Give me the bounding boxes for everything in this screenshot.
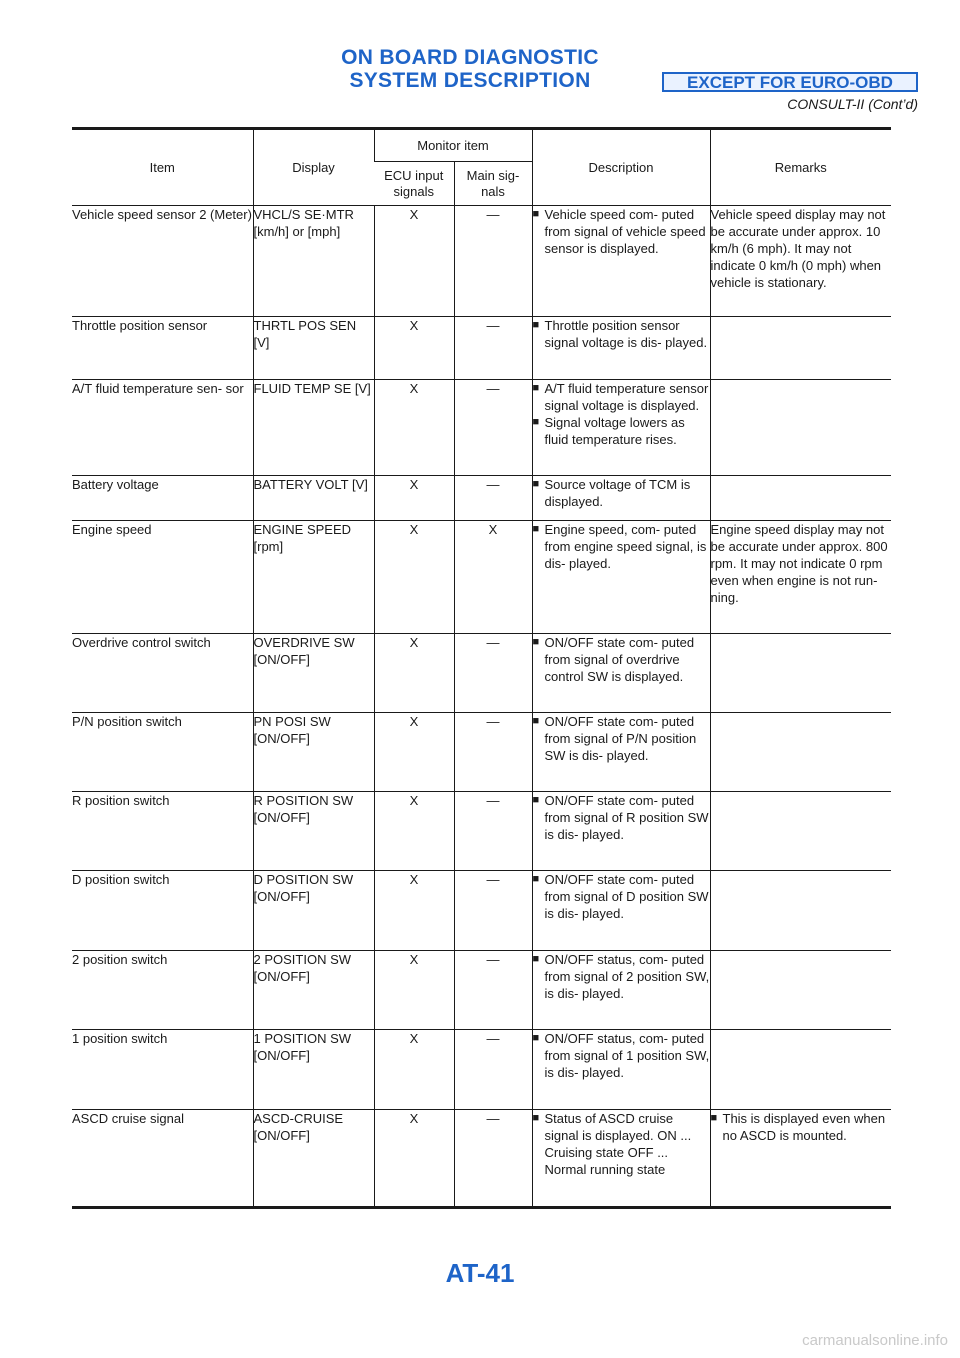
cell-display: ENGINE SPEED [rpm] bbox=[253, 521, 374, 634]
cell-display: 1 POSITION SW [ON/OFF] bbox=[253, 1030, 374, 1110]
section-tag: EXCEPT FOR EURO-OBD bbox=[662, 72, 918, 92]
description-text: Vehicle speed com- puted from signal of vehicle speed sensor is displayed. bbox=[544, 207, 706, 256]
cell-remarks bbox=[710, 380, 891, 476]
cell-remarks bbox=[710, 317, 891, 380]
bullet-icon: ■ bbox=[532, 715, 540, 727]
table-row bbox=[72, 521, 891, 634]
cell-ecu-input: X bbox=[374, 713, 454, 792]
description-bullet bbox=[533, 206, 710, 257]
remarks-text: Engine speed display may not be accurate under approx. 800 rpm. It may not indicate 0 rpm even when engine is not run- ning. bbox=[710, 522, 888, 605]
bullet-icon: ■ bbox=[532, 1032, 540, 1044]
cell-main-signal: — bbox=[454, 476, 532, 521]
cell-remarks bbox=[710, 634, 891, 713]
bullet-icon: ■ bbox=[710, 1112, 718, 1124]
cell-ecu-input: X bbox=[374, 206, 454, 317]
cell-display: R POSITION SW [ON/OFF] bbox=[253, 792, 374, 871]
table-row bbox=[72, 713, 891, 792]
remarks-bullet-text: This is displayed even when no ASCD is mounted. bbox=[722, 1111, 886, 1143]
description-text: ON/OFF state com- puted from signal of R position SW is dis- played. bbox=[544, 793, 709, 842]
cell-remarks bbox=[710, 951, 891, 1030]
description-bullet bbox=[533, 713, 710, 764]
description-text: ON/OFF status, com- puted from signal of 2 position SW, is dis- played. bbox=[544, 952, 710, 1001]
table-row bbox=[72, 206, 891, 317]
description-bullet bbox=[533, 951, 710, 1002]
table-row bbox=[72, 380, 891, 476]
cell-item: P/N position switch bbox=[72, 713, 253, 792]
cell-main-signal: — bbox=[454, 1110, 532, 1208]
header-description: Description bbox=[532, 129, 710, 206]
description-bullet bbox=[533, 414, 710, 448]
cell-main-signal: X bbox=[454, 521, 532, 634]
description-bullet bbox=[533, 476, 710, 510]
cell-description bbox=[532, 634, 710, 713]
description-text: Source voltage of TCM is displayed. bbox=[544, 477, 691, 509]
description-bullet bbox=[533, 871, 710, 922]
bullet-icon: ■ bbox=[532, 636, 540, 648]
cell-remarks bbox=[710, 871, 891, 951]
cell-item: R position switch bbox=[72, 792, 253, 871]
table-row bbox=[72, 476, 891, 521]
cell-description bbox=[532, 792, 710, 871]
cell-item: Battery voltage bbox=[72, 476, 253, 521]
bullet-icon: ■ bbox=[532, 382, 540, 394]
bullet-icon: ■ bbox=[532, 208, 540, 220]
cell-item: Throttle position sensor bbox=[72, 317, 253, 380]
table-row bbox=[72, 792, 891, 871]
cell-display: VHCL/S SE·MTR [km/h] or [mph] bbox=[253, 206, 374, 317]
header-ecu-input-signals: ECU input signals bbox=[374, 162, 454, 206]
cell-remarks bbox=[710, 476, 891, 521]
description-bullet bbox=[533, 1110, 710, 1178]
bullet-icon: ■ bbox=[532, 794, 540, 806]
cell-description bbox=[532, 380, 710, 476]
table-row bbox=[72, 951, 891, 1030]
cell-item: Vehicle speed sensor 2 (Meter) bbox=[72, 206, 253, 317]
remarks-text: Vehicle speed display may not be accurate under approx. 10 km/h (6 mph). It may not indicate 0 km/h (0 mph) when vehicle is stationary. bbox=[710, 207, 886, 290]
description-text: ON/OFF state com- puted from signal of P/N position SW is dis- played. bbox=[544, 714, 697, 763]
cell-description bbox=[532, 476, 710, 521]
header-monitor-item: Monitor item bbox=[374, 129, 532, 162]
cell-description bbox=[532, 871, 710, 951]
description-text: Engine speed, com- puted from engine speed signal, is dis- played. bbox=[544, 522, 707, 571]
bullet-icon: ■ bbox=[532, 953, 540, 965]
cell-remarks bbox=[710, 521, 891, 634]
cell-item: Overdrive control switch bbox=[72, 634, 253, 713]
cell-remarks bbox=[710, 792, 891, 871]
cell-main-signal: — bbox=[454, 951, 532, 1030]
cell-remarks bbox=[710, 1110, 891, 1208]
cell-ecu-input: X bbox=[374, 792, 454, 871]
cell-ecu-input: X bbox=[374, 380, 454, 476]
cell-description bbox=[532, 521, 710, 634]
header-main-signals: Main sig- nals bbox=[454, 162, 532, 206]
cell-remarks bbox=[710, 713, 891, 792]
cell-ecu-input: X bbox=[374, 476, 454, 521]
table-row bbox=[72, 317, 891, 380]
cell-description bbox=[532, 951, 710, 1030]
cell-display: ASCD-CRUISE [ON/OFF] bbox=[253, 1110, 374, 1208]
description-text: A/T fluid temperature sensor signal voltage is displayed. bbox=[544, 381, 709, 413]
cell-description bbox=[532, 206, 710, 317]
cell-description bbox=[532, 1110, 710, 1208]
header-display: Display bbox=[253, 129, 374, 206]
description-bullet bbox=[533, 634, 710, 685]
bullet-icon: ■ bbox=[532, 1112, 540, 1124]
page-subtitle: CONSULT-II (Cont’d) bbox=[787, 96, 918, 112]
cell-main-signal: — bbox=[454, 380, 532, 476]
consult-monitor-table bbox=[72, 127, 891, 1209]
cell-remarks bbox=[710, 1030, 891, 1110]
watermark: carmanualsonline.info bbox=[802, 1332, 948, 1349]
table-row bbox=[72, 634, 891, 713]
cell-item: D position switch bbox=[72, 871, 253, 951]
cell-item: Engine speed bbox=[72, 521, 253, 634]
cell-item: 2 position switch bbox=[72, 951, 253, 1030]
cell-main-signal: — bbox=[454, 792, 532, 871]
table-row bbox=[72, 1110, 891, 1208]
page-title-line-2: SYSTEM DESCRIPTION bbox=[349, 69, 591, 92]
description-bullet bbox=[533, 521, 710, 572]
cell-remarks bbox=[710, 206, 891, 317]
cell-main-signal: — bbox=[454, 206, 532, 317]
bullet-icon: ■ bbox=[532, 523, 540, 535]
cell-ecu-input: X bbox=[374, 317, 454, 380]
cell-description bbox=[532, 317, 710, 380]
bullet-icon: ■ bbox=[532, 319, 540, 331]
cell-main-signal: — bbox=[454, 317, 532, 380]
description-text: Status of ASCD cruise signal is displayed. ON ... Cruising state OFF ... Normal running state bbox=[544, 1111, 692, 1177]
cell-description bbox=[532, 1030, 710, 1110]
table-body bbox=[72, 206, 891, 1208]
cell-ecu-input: X bbox=[374, 1030, 454, 1110]
cell-ecu-input: X bbox=[374, 1110, 454, 1208]
cell-item: A/T fluid temperature sen- sor bbox=[72, 380, 253, 476]
description-text: Throttle position sensor signal voltage is dis- played. bbox=[544, 318, 708, 350]
description-bullet bbox=[533, 792, 710, 843]
header-remarks: Remarks bbox=[710, 129, 891, 206]
page-number: AT-41 bbox=[445, 1258, 515, 1288]
cell-display: BATTERY VOLT [V] bbox=[253, 476, 374, 521]
cell-display: D POSITION SW [ON/OFF] bbox=[253, 871, 374, 951]
table-row bbox=[72, 871, 891, 951]
page-title bbox=[300, 46, 640, 92]
header-item: Item bbox=[72, 129, 253, 206]
description-text: Signal voltage lowers as fluid temperature rises. bbox=[544, 415, 685, 447]
description-bullet bbox=[533, 380, 710, 414]
cell-ecu-input: X bbox=[374, 951, 454, 1030]
bullet-icon: ■ bbox=[532, 873, 540, 885]
cell-display: 2 POSITION SW [ON/OFF] bbox=[253, 951, 374, 1030]
cell-ecu-input: X bbox=[374, 521, 454, 634]
description-bullet bbox=[533, 1030, 710, 1081]
remarks-bullet bbox=[711, 1110, 892, 1144]
description-text: ON/OFF state com- puted from signal of overdrive control SW is displayed. bbox=[544, 635, 695, 684]
cell-main-signal: — bbox=[454, 1030, 532, 1110]
bullet-icon: ■ bbox=[532, 416, 540, 428]
cell-ecu-input: X bbox=[374, 871, 454, 951]
cell-main-signal: — bbox=[454, 634, 532, 713]
cell-display: FLUID TEMP SE [V] bbox=[253, 380, 374, 476]
cell-item: 1 position switch bbox=[72, 1030, 253, 1110]
cell-display: THRTL POS SEN [V] bbox=[253, 317, 374, 380]
description-text: ON/OFF state com- puted from signal of D position SW is dis- played. bbox=[544, 872, 709, 921]
table-row bbox=[72, 1030, 891, 1110]
cell-main-signal: — bbox=[454, 713, 532, 792]
cell-ecu-input: X bbox=[374, 634, 454, 713]
cell-display: PN POSI SW [ON/OFF] bbox=[253, 713, 374, 792]
page-title-line-1: ON BOARD DIAGNOSTIC bbox=[341, 46, 599, 69]
description-bullet bbox=[533, 317, 710, 351]
cell-description bbox=[532, 713, 710, 792]
description-text: ON/OFF status, com- puted from signal of 1 position SW, is dis- played. bbox=[544, 1031, 710, 1080]
cell-main-signal: — bbox=[454, 871, 532, 951]
bullet-icon: ■ bbox=[532, 478, 540, 490]
cell-display: OVERDRIVE SW [ON/OFF] bbox=[253, 634, 374, 713]
cell-item: ASCD cruise signal bbox=[72, 1110, 253, 1208]
